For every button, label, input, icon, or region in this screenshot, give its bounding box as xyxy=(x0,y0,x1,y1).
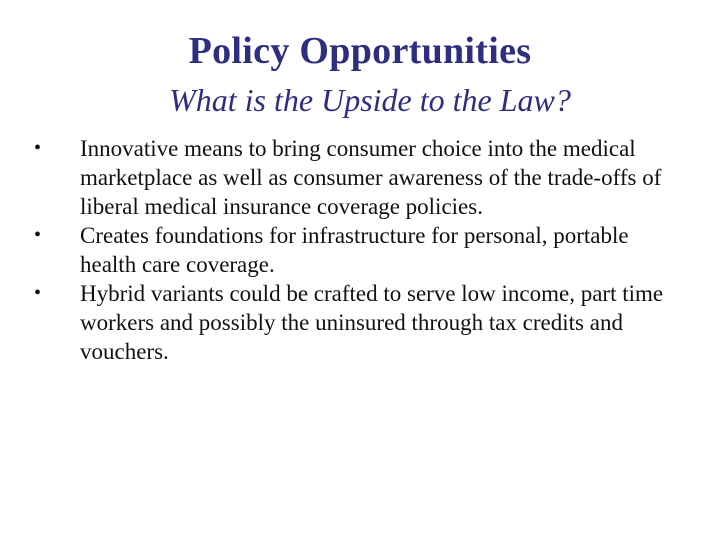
bullet-text: Hybrid variants could be crafted to serve low income, part time workers and possibly the uninsured through tax credits and vouchers. xyxy=(80,281,664,364)
bullet-text: Creates foundations for infrastructure for personal, portable health care coverage. xyxy=(80,223,629,277)
bullet-icon: • xyxy=(34,137,42,159)
bullet-list xyxy=(34,134,684,366)
bullet-icon: • xyxy=(34,224,42,246)
bullet-item xyxy=(34,221,684,279)
slide-subtitle: What is the Upside to the Law? xyxy=(169,82,571,118)
bullet-text: Innovative means to bring consumer choice into the medical marketplace as well as consumer awareness of the trade-offs of liberal medical insurance coverage policies. xyxy=(80,136,662,219)
bullet-icon: • xyxy=(34,282,42,304)
slide-title: Policy Opportunities xyxy=(188,30,532,72)
bullet-item xyxy=(34,134,684,221)
bullet-item xyxy=(34,279,684,366)
